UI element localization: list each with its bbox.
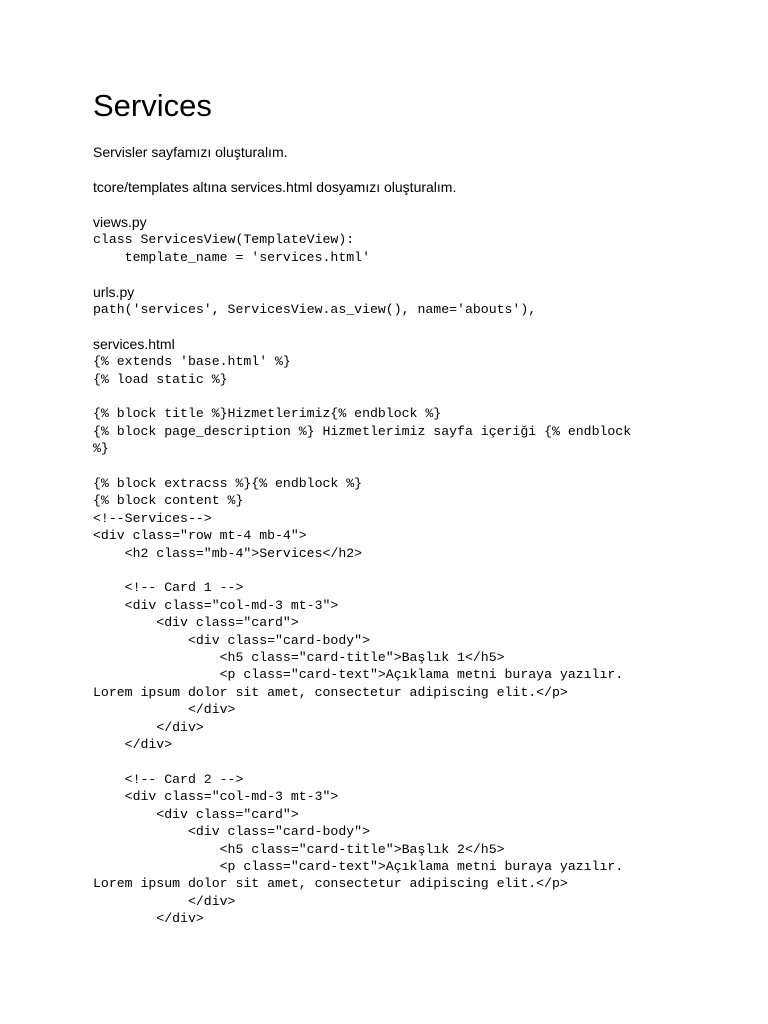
code-sections <box>93 214 733 928</box>
page-title: Services <box>93 88 212 123</box>
section-label: views.py <box>93 214 147 230</box>
section-urls-py <box>93 284 733 319</box>
spacer <box>93 266 733 283</box>
code-block: class ServicesView(TemplateView): template_name = 'services.html' <box>93 232 370 265</box>
instruction-paragraph: tcore/templates altına services.html dosyamızı oluşturalım. <box>93 179 457 195</box>
spacer <box>93 318 733 335</box>
intro-paragraph: Servisler sayfamızı oluşturalım. <box>93 144 288 160</box>
section-label: urls.py <box>93 283 135 300</box>
section-views-py <box>93 214 733 266</box>
code-block: path('services', ServicesView.as_view(), name='abouts'), <box>93 301 537 317</box>
code-block: {% extends 'base.html' %} {% load static %} {% block title %}Hizmetlerimiz{% endblock %} {% block page_description %} Hizmetlerimiz sayfa içeriği {% endblock %} {% block extracss %}{% endblock %} {% block content %} <!--Services--> <div class="row mt-4 mb-4"> <h2 class="mb-4">Services</h2> <!-- Card 1 --> <div class="col-md-3 mt-3"> <div class="card"> <div class="card-body"> <h5 class="card-title">Başlık 1</h5> <p class="card-text">Açıklama metni buraya yazılır. Lorem ipsum dolor sit amet, consectetur adipiscing elit.</p> </div> </div> </div> <!-- Card 2 --> <div class="col-md-3 mt-3"> <div class="card"> <div class="card-body"> <h5 class="card-title">Başlık 2</h5> <p class="card-text">Açıklama metni buraya yazılır. Lorem ipsum dolor sit amet, consectetur adipiscing elit.</p> </div> </div> <box>93 354 632 927</box>
section-services-html <box>93 336 733 928</box>
section-label: services.html <box>93 335 175 352</box>
